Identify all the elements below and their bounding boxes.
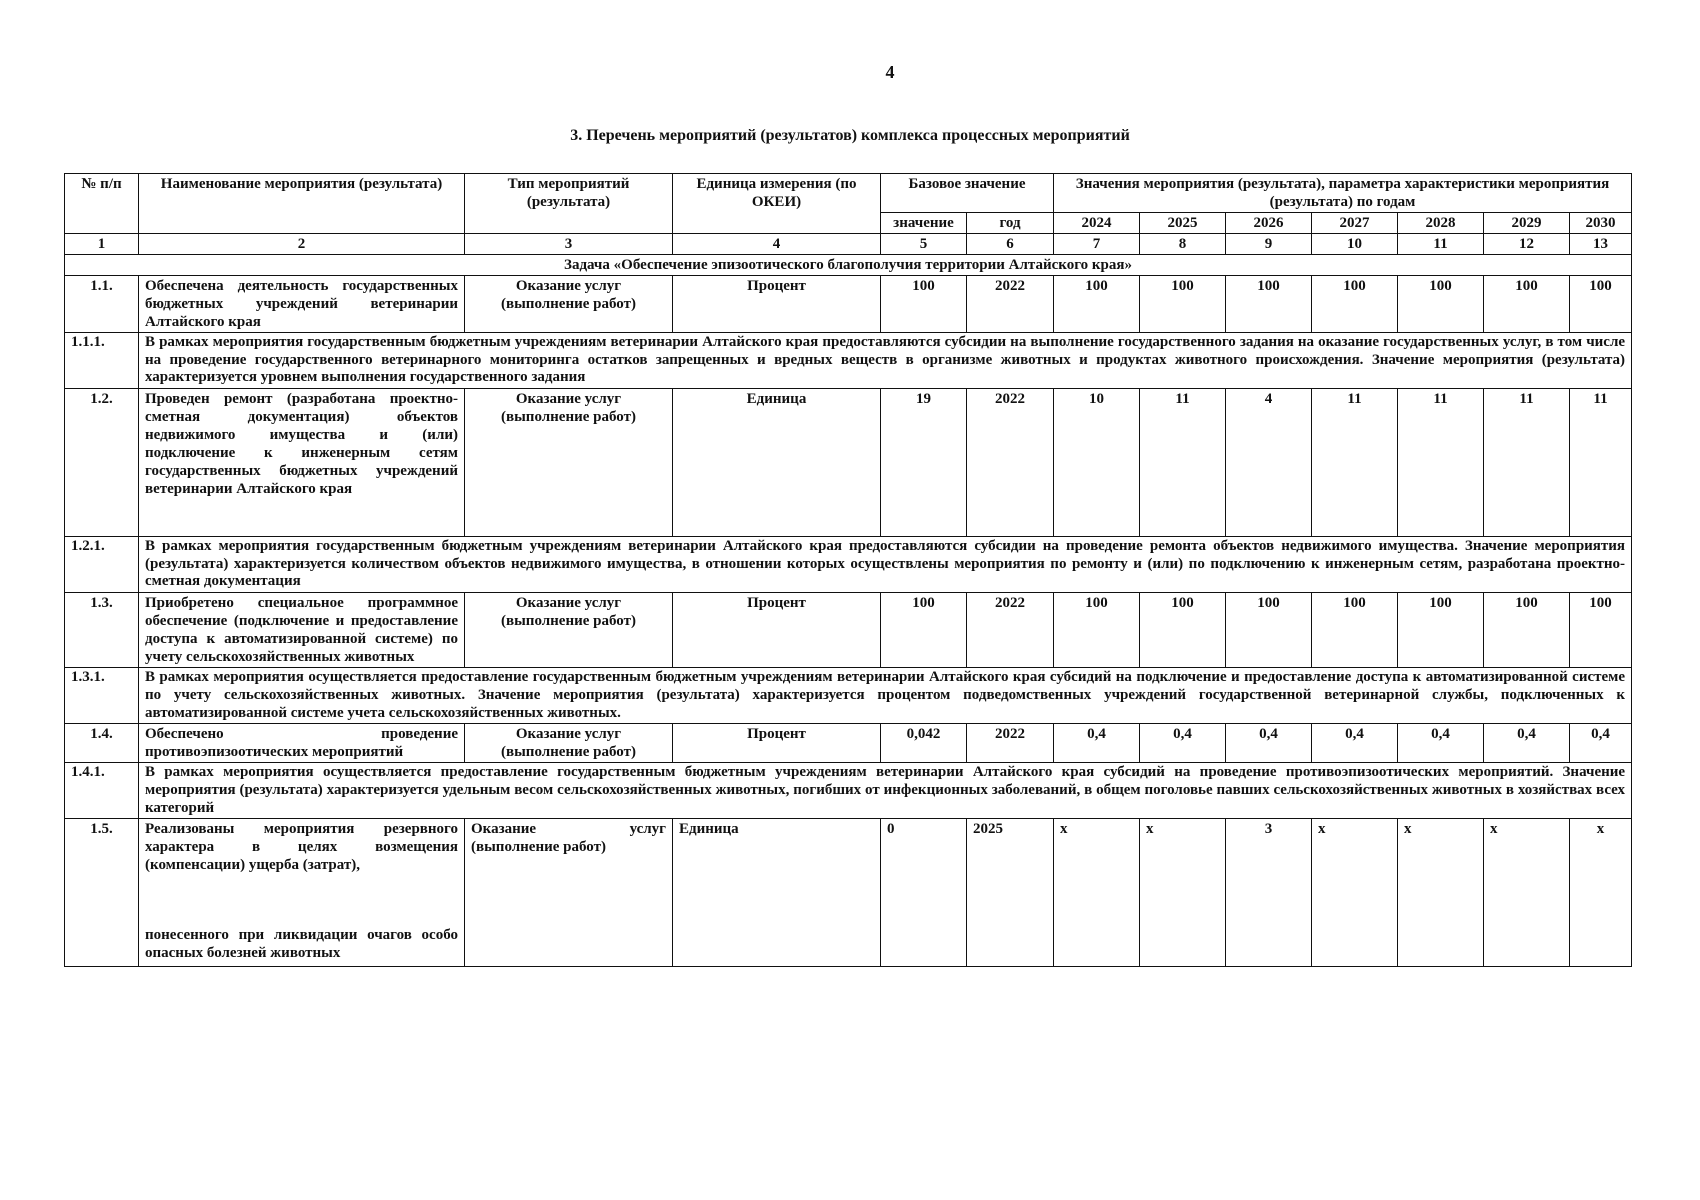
row-description: В рамках мероприятия осуществляется предоставление государственным бюджетным учреждениям ветеринарии Алтайского края субсидий на проведение противоэпизоотических мероприятий. Значение мероприятия (результата) характеризуется удельным весом сельскохозяйственных животных, погибших от инфекционных заболеваний, в общем поголовье павших сельскохозяйственных животных в хозяйствах всех категорий (139, 763, 1632, 819)
row-unit: Процент (673, 724, 881, 763)
row-value: 100 (1226, 593, 1312, 668)
row-name-cell (139, 819, 465, 967)
row-value: 100 (1398, 276, 1484, 333)
row-base-year: 2022 (967, 389, 1054, 537)
header-name: Наименование мероприятия (результата) (139, 174, 465, 234)
row-value: 100 (1570, 276, 1632, 333)
measures-table (64, 173, 1632, 967)
row-base-year: 2022 (967, 276, 1054, 333)
description-row (65, 537, 1632, 593)
row-num: 1.5. (65, 819, 139, 967)
header-unit: Единица измерения (по ОКЕИ) (673, 174, 881, 234)
row-type: Оказание услуг (выполнение работ) (465, 276, 673, 333)
row-value: 0,4 (1398, 724, 1484, 763)
row-unit: Единица (673, 819, 881, 967)
column-number: 13 (1570, 234, 1632, 255)
row-value: 100 (1140, 276, 1226, 333)
row-type: Оказание услуг (выполнение работ) (465, 819, 673, 967)
column-number: 7 (1054, 234, 1140, 255)
column-number: 11 (1398, 234, 1484, 255)
row-value: 0,4 (1484, 724, 1570, 763)
row-type: Оказание услуг (выполнение работ) (465, 389, 673, 537)
row-value: 11 (1140, 389, 1226, 537)
row-num: 1.3.1. (65, 668, 139, 724)
column-number: 4 (673, 234, 881, 255)
row-value: 100 (1484, 276, 1570, 333)
column-number: 5 (881, 234, 967, 255)
column-number: 3 (465, 234, 673, 255)
header-year: 2026 (1226, 213, 1312, 234)
row-value: 4 (1226, 389, 1312, 537)
row-name: Обеспечено проведение противоэпизоотических мероприятий (139, 724, 465, 763)
row-base-value: 0 (881, 819, 967, 967)
row-unit: Процент (673, 593, 881, 668)
row-name: Реализованы мероприятия резервного характера в целях возмещения (компенсации) ущерба (затрат), (145, 821, 458, 874)
row-type: Оказание услуг (выполнение работ) (465, 724, 673, 763)
header-year: 2027 (1312, 213, 1398, 234)
header-year: 2029 (1484, 213, 1570, 234)
document-title: 3. Перечень мероприятий (результатов) комплекса процессных мероприятий (570, 127, 1130, 144)
row-value: x (1398, 819, 1484, 967)
row-value: 11 (1484, 389, 1570, 537)
row-unit: Процент (673, 276, 881, 333)
row-value: 100 (1484, 593, 1570, 668)
row-value: x (1140, 819, 1226, 967)
row-description: В рамках мероприятия осуществляется предоставление государственным бюджетным учреждениям ветеринарии Алтайского края субсидий на подключение и предоставление доступа к автоматизированной системе по учету сельскохозяйственных животных. Значение мероприятия (результата) характеризуется процентом подведомственных учреждений государственной ветеринарной службы, подключенных к автоматизированной системе учета сельскохозяйственных животных. (139, 668, 1632, 724)
row-value: 11 (1312, 389, 1398, 537)
row-value: x (1312, 819, 1398, 967)
header-base: Базовое значение (881, 174, 1054, 213)
header-values-group: Значения мероприятия (результата), параметра характеристики мероприятия (результата) по годам (1054, 174, 1632, 213)
row-value: 3 (1226, 819, 1312, 967)
row-base-year: 2022 (967, 724, 1054, 763)
row-num: 1.2. (65, 389, 139, 537)
description-row (65, 763, 1632, 819)
table-row (65, 593, 1632, 668)
row-value: 10 (1054, 389, 1140, 537)
row-value: 100 (1312, 593, 1398, 668)
header-type: Тип мероприятий (результата) (465, 174, 673, 234)
row-value: 100 (1054, 276, 1140, 333)
task-row (65, 255, 1632, 276)
task-title: Задача «Обеспечение эпизоотического благополучия территории Алтайского края» (65, 255, 1632, 276)
column-number-row (65, 234, 1632, 255)
row-base-year: 2025 (967, 819, 1054, 967)
row-base-value: 0,042 (881, 724, 967, 763)
table-row (65, 819, 1632, 967)
header-base-year: год (967, 213, 1054, 234)
row-value: 100 (1312, 276, 1398, 333)
row-value: 100 (1140, 593, 1226, 668)
row-base-value: 100 (881, 593, 967, 668)
description-row (65, 333, 1632, 389)
row-value: 100 (1226, 276, 1312, 333)
row-value: x (1054, 819, 1140, 967)
row-value: 11 (1570, 389, 1632, 537)
row-base-value: 19 (881, 389, 967, 537)
row-name-continuation: понесенного при ликвидации очагов особо опасных болезней животных (145, 927, 458, 962)
column-number: 10 (1312, 234, 1398, 255)
row-num: 1.4.1. (65, 763, 139, 819)
row-value: 11 (1398, 389, 1484, 537)
table-row (65, 276, 1632, 333)
row-value: 0,4 (1570, 724, 1632, 763)
header-row-top (65, 174, 1632, 213)
row-num: 1.3. (65, 593, 139, 668)
row-value: 100 (1054, 593, 1140, 668)
table-row (65, 724, 1632, 763)
page-number: 4 (885, 62, 895, 82)
row-value: 0,4 (1312, 724, 1398, 763)
row-name: Обеспечена деятельность государственных бюджетных учреждений ветеринарии Алтайского края (139, 276, 465, 333)
row-value: x (1484, 819, 1570, 967)
header-year: 2025 (1140, 213, 1226, 234)
row-value: 100 (1570, 593, 1632, 668)
row-value: 0,4 (1054, 724, 1140, 763)
row-description: В рамках мероприятия государственным бюджетным учреждениям ветеринарии Алтайского края предоставляются субсидии на проведение ремонта объектов недвижимого имущества. Значение мероприятия (результата) характеризуется количеством объектов недвижимого имущества, в отношении которых осуществлены мероприятия по ремонту и (или) по подключению к инженерным сетям, разработана проектно-сметная документация (139, 537, 1632, 593)
row-unit: Единица (673, 389, 881, 537)
header-base-value: значение (881, 213, 967, 234)
table-row (65, 389, 1632, 537)
row-base-year: 2022 (967, 593, 1054, 668)
column-number: 1 (65, 234, 139, 255)
header-year: 2024 (1054, 213, 1140, 234)
row-base-value: 100 (881, 276, 967, 333)
row-value: x (1570, 819, 1632, 967)
row-name: Приобретено специальное программное обеспечение (подключение и предоставление доступа к автоматизированной системе) по учету сельскохозяйственных животных (139, 593, 465, 668)
row-name: Проведен ремонт (разработана проектно-сметная документация) объектов недвижимого имущества и (или) подключение к инженерным сетям государственных бюджетных учреждений ветеринарии Алтайского края (139, 389, 465, 537)
row-value: 100 (1398, 593, 1484, 668)
column-number: 12 (1484, 234, 1570, 255)
header-year: 2030 (1570, 213, 1632, 234)
description-row (65, 668, 1632, 724)
row-description: В рамках мероприятия государственным бюджетным учреждениям ветеринарии Алтайского края предоставляются субсидии на выполнение государственного задания на оказание государственных услуг, в том числе на проведение государственного ветеринарного мониторинга остатков запрещенных и вредных веществ в организме животных и продуктах животного происхождения. Значение мероприятия (результата) характеризуется уровнем выполнения государственного задания (139, 333, 1632, 389)
row-num: 1.1. (65, 276, 139, 333)
column-number: 6 (967, 234, 1054, 255)
row-value: 0,4 (1226, 724, 1312, 763)
header-year: 2028 (1398, 213, 1484, 234)
row-num: 1.1.1. (65, 333, 139, 389)
row-value: 0,4 (1140, 724, 1226, 763)
column-number: 2 (139, 234, 465, 255)
row-num: 1.4. (65, 724, 139, 763)
column-number: 8 (1140, 234, 1226, 255)
row-num: 1.2.1. (65, 537, 139, 593)
header-num: № п/п (65, 174, 139, 234)
column-number: 9 (1226, 234, 1312, 255)
row-type: Оказание услуг (выполнение работ) (465, 593, 673, 668)
